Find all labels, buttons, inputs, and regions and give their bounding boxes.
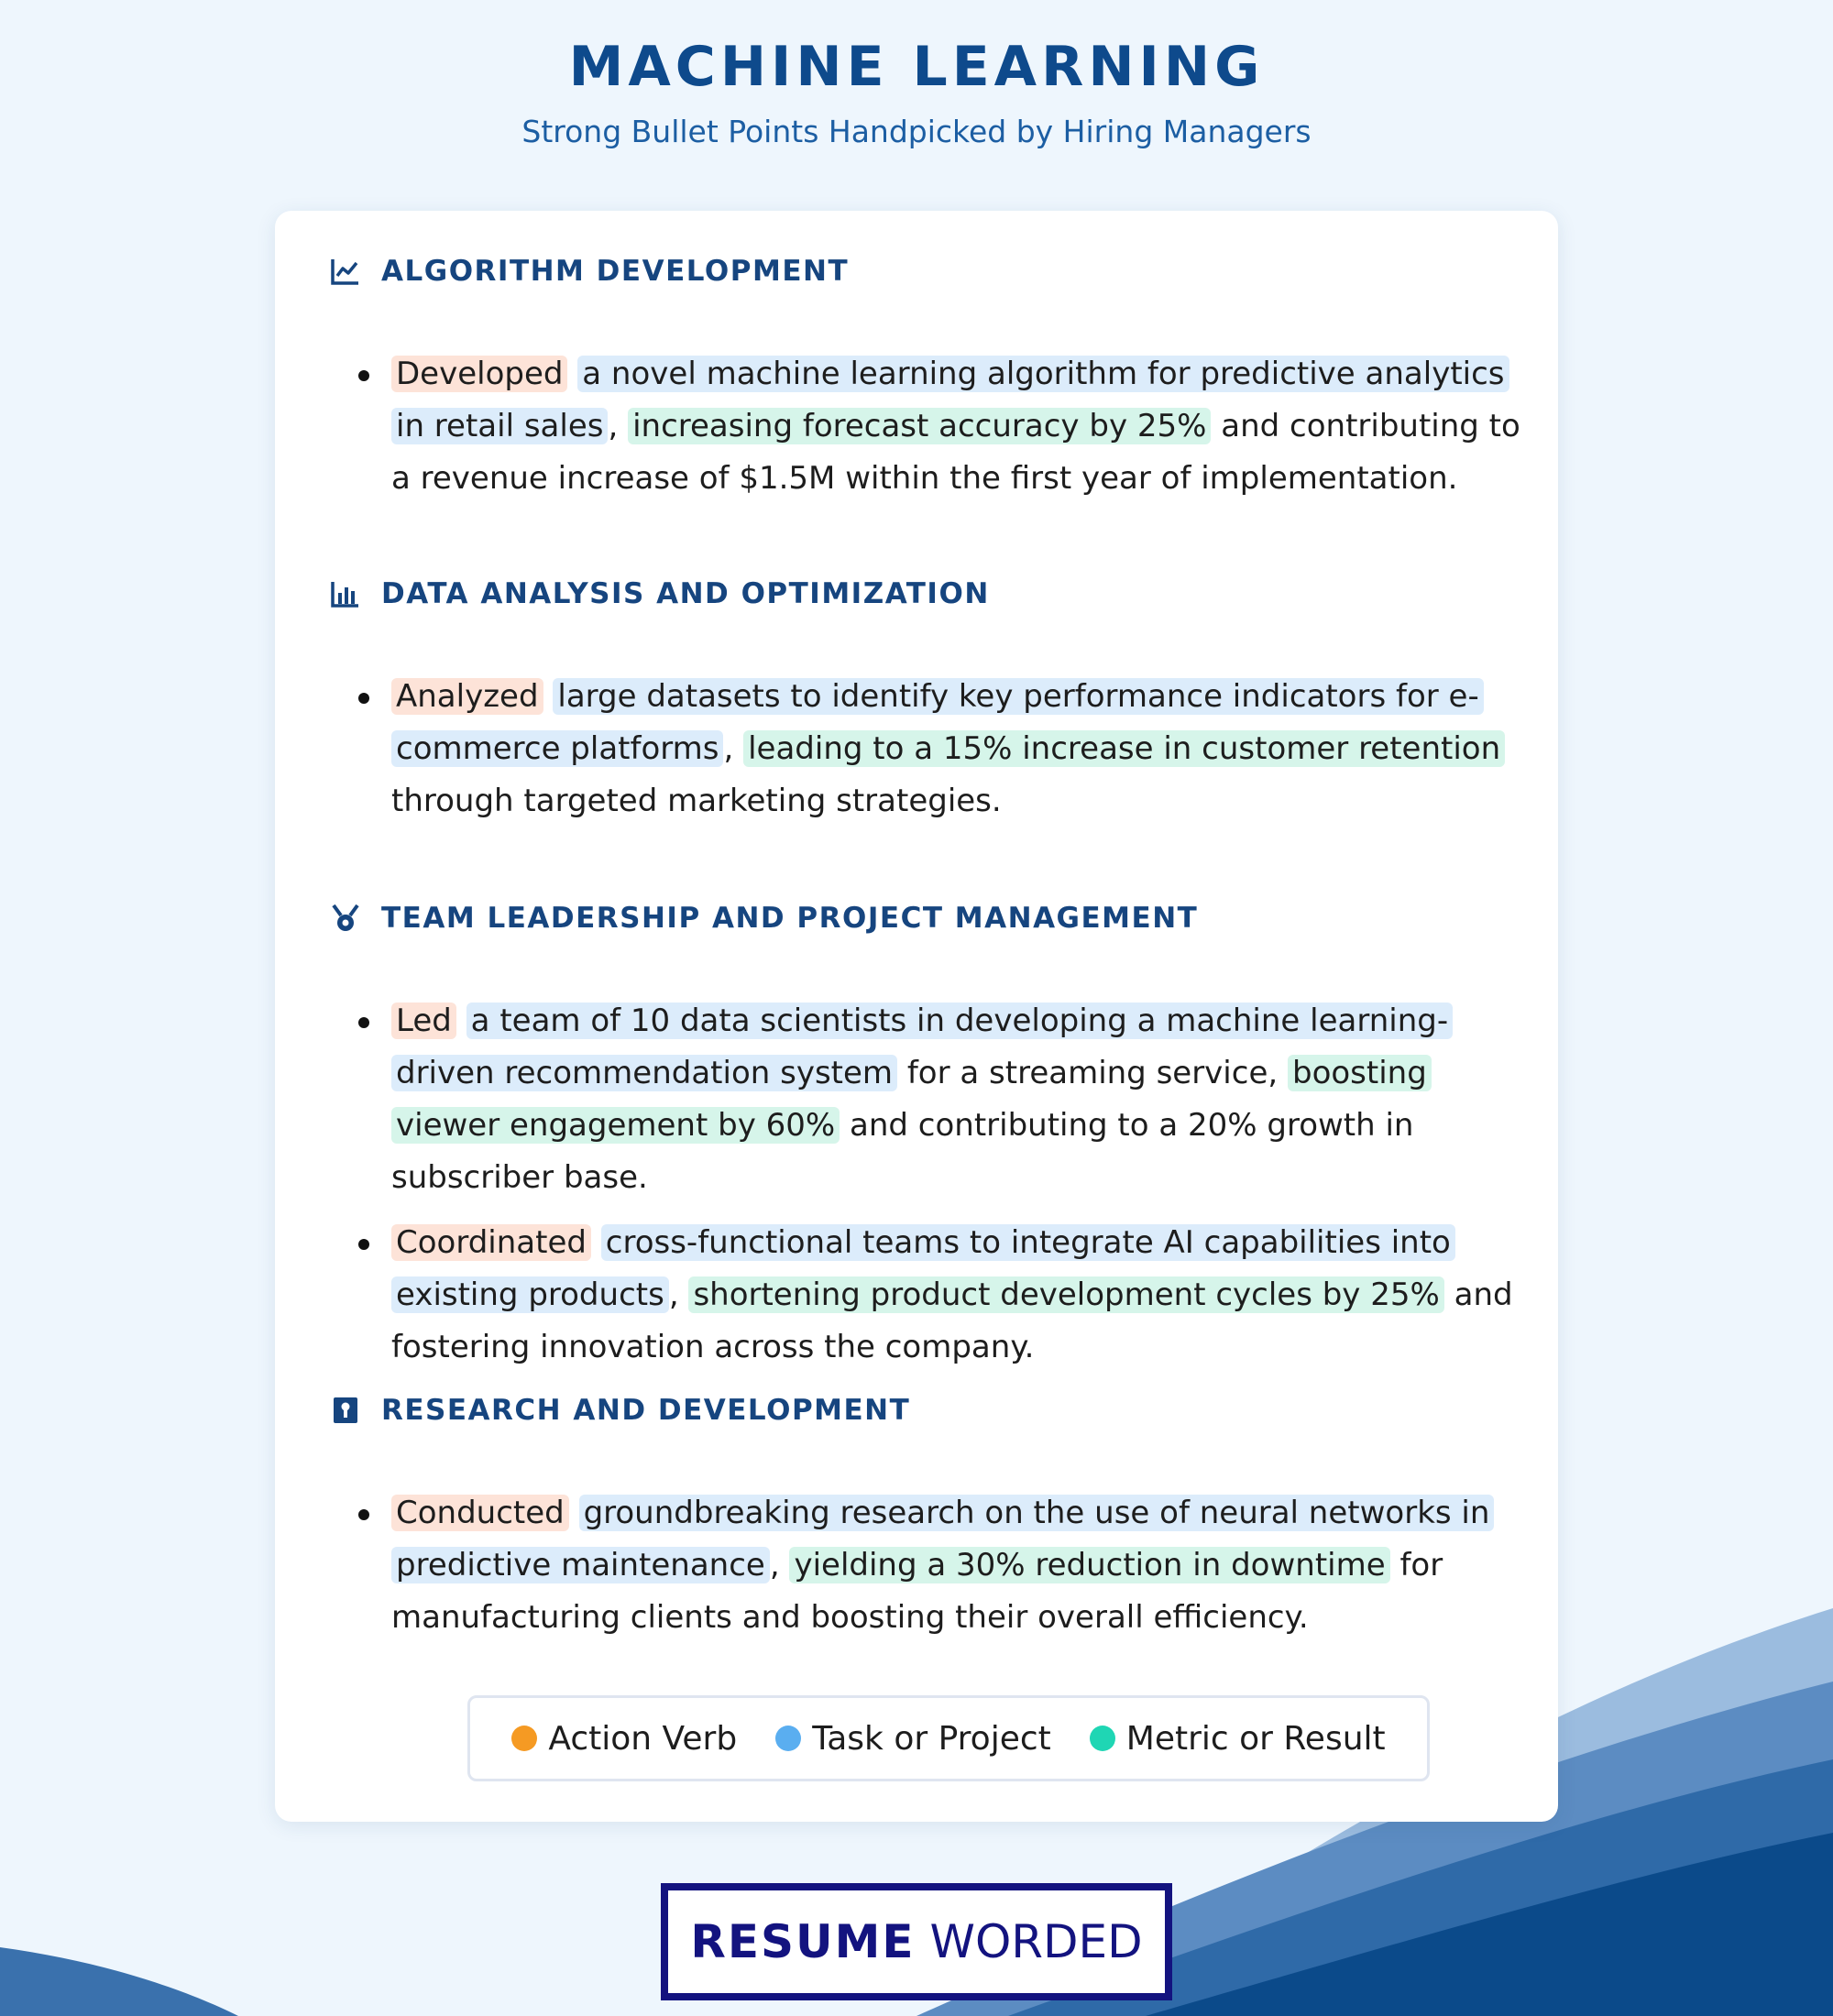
bar-chart-icon	[330, 578, 361, 609]
bullet-text: through targeted marketing strategies.	[391, 783, 1002, 819]
section-header	[330, 574, 1531, 614]
metric-or-result: yielding a 30% reduction in downtime	[789, 1547, 1389, 1583]
bullet-text	[567, 356, 577, 392]
bullet-text	[456, 1003, 466, 1039]
bullet-item	[330, 348, 1531, 505]
legend-dot	[1090, 1726, 1115, 1751]
legend-item-task-project	[775, 1720, 1051, 1758]
bullet-item	[330, 1487, 1531, 1644]
page-subtitle: Strong Bullet Points Handpicked by Hiring Managers	[521, 114, 1312, 149]
bullet-text	[569, 1495, 579, 1531]
task-or-project: cross-functional teams to integrate AI capabilities into existing products	[391, 1224, 1455, 1313]
legend-label: Action Verb	[548, 1719, 738, 1758]
bullet-list	[330, 348, 1531, 505]
bullet-item	[330, 1217, 1531, 1374]
section-heading: DATA ANALYSIS AND OPTIMIZATION	[381, 577, 990, 610]
line-chart-icon	[330, 256, 361, 287]
action-verb: Developed	[391, 356, 567, 392]
bullet-text: ,	[608, 408, 629, 444]
section-data-analysis	[330, 574, 1531, 840]
metric-or-result: shortening product development cycles by 25%	[688, 1276, 1443, 1313]
highlight-legend	[467, 1695, 1430, 1781]
bullet-text	[543, 678, 554, 715]
bullet-item	[330, 671, 1531, 827]
bullet-text: and contributing to a revenue increase of $1.5M within the first year of implementation.	[391, 408, 1520, 497]
bullet-text: and contributing to a 20% growth in subscriber base.	[391, 1107, 1414, 1196]
bullet-text: and fostering innovation across the company.	[391, 1276, 1513, 1365]
task-or-project: a team of 10 data scientists in developing a machine learning-driven recommendation system	[391, 1003, 1453, 1091]
logo-text-bold: RESUME	[690, 1915, 916, 1968]
task-or-project: large datasets to identify key performance indicators for e-commerce platforms	[391, 678, 1484, 767]
section-team-leadership	[330, 898, 1531, 1386]
legend-dot	[511, 1726, 537, 1751]
section-header	[330, 251, 1531, 291]
task-or-project: a novel machine learning algorithm for predictive analytics in retail sales	[391, 356, 1509, 444]
bullet-list	[330, 995, 1531, 1374]
action-verb: Coordinated	[391, 1224, 591, 1261]
section-heading: TEAM LEADERSHIP AND PROJECT MANAGEMENT	[381, 902, 1199, 935]
bullet-points-card	[275, 211, 1558, 1822]
bullet-text: ,	[723, 730, 744, 767]
legend-item-metric-result	[1090, 1720, 1386, 1758]
legend-item-action-verb	[511, 1720, 737, 1758]
section-heading: RESEARCH AND DEVELOPMENT	[381, 1394, 911, 1427]
section-header	[330, 898, 1531, 938]
action-verb: Led	[391, 1003, 456, 1039]
section-header	[330, 1390, 1531, 1430]
metric-or-result: boosting viewer engagement by 60%	[391, 1055, 1432, 1144]
metric-or-result: leading to a 15% increase in customer retention	[743, 730, 1505, 767]
legend-dot	[775, 1726, 801, 1751]
legend-label: Task or Project	[812, 1719, 1051, 1758]
task-or-project: groundbreaking research on the use of neural networks in predictive maintenance	[391, 1495, 1494, 1583]
section-heading: ALGORITHM DEVELOPMENT	[381, 255, 850, 288]
section-research-development	[330, 1390, 1531, 1657]
bullet-list	[330, 1487, 1531, 1644]
page-title: MACHINE LEARNING	[568, 35, 1265, 99]
lightbulb-icon	[330, 1395, 361, 1426]
logo-text-light: WORDED	[929, 1915, 1143, 1968]
bullet-text: ,	[769, 1547, 790, 1583]
action-verb: Conducted	[391, 1495, 569, 1531]
bullet-item	[330, 995, 1531, 1204]
bullet-text: for manufacturing clients and boosting their overall efficiency.	[391, 1547, 1443, 1636]
section-algorithm-development	[330, 251, 1531, 518]
legend-label: Metric or Result	[1125, 1719, 1386, 1758]
bullet-text: for a streaming service,	[897, 1055, 1288, 1091]
bullet-text	[591, 1224, 601, 1261]
medal-icon	[330, 903, 361, 934]
metric-or-result: increasing forecast accuracy by 25%	[628, 408, 1211, 444]
action-verb: Analyzed	[391, 678, 543, 715]
bullet-text: ,	[668, 1276, 689, 1313]
bullet-list	[330, 671, 1531, 827]
resume-worded-logo[interactable]	[661, 1883, 1172, 2000]
